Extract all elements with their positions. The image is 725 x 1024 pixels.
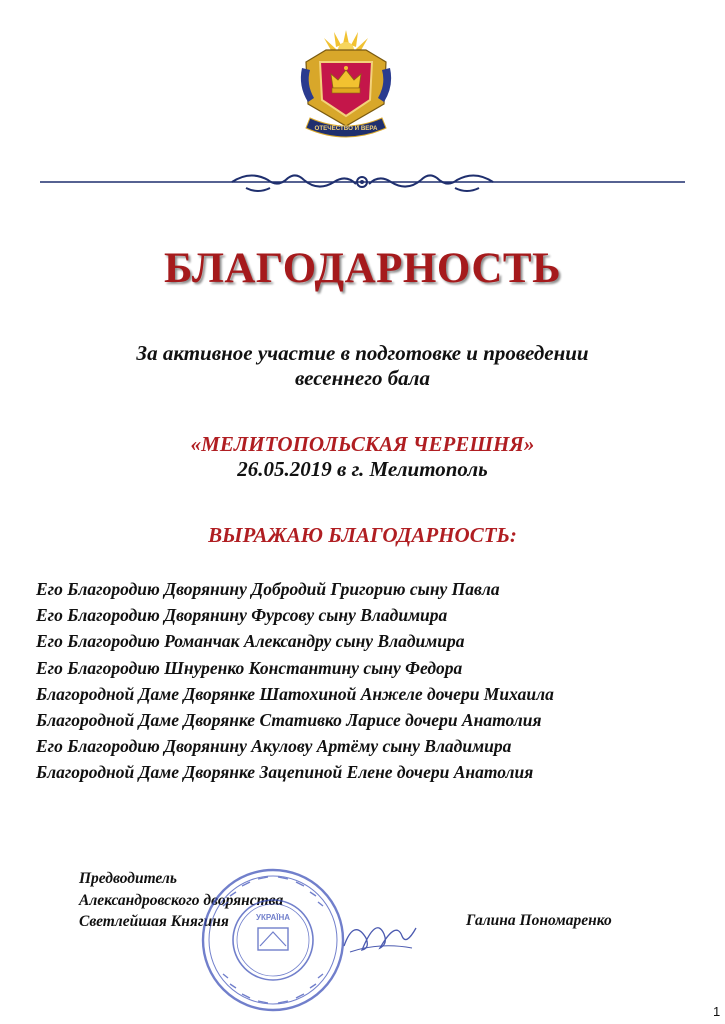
intro-line-1: За активное участие в подготовке и проведении <box>136 341 589 365</box>
signer-position: Предводитель <box>79 870 177 887</box>
list-item: Его Благородию Дворянину Фурсову сыну Владимира <box>36 605 448 626</box>
handwritten-signature <box>340 908 420 960</box>
intro-line-2: весеннего бала <box>295 366 430 390</box>
list-item: Его Благородию Дворянину Акулову Артёму сыну Владимира <box>36 736 512 757</box>
event-date-place: 26.05.2019 в г. Мелитополь <box>237 457 488 481</box>
ornamental-divider <box>0 168 725 198</box>
list-item: Его Благородию Романчак Александру сыну Владимира <box>36 631 465 652</box>
emblem-motto: ОТЕЧЕСТВО И ВЕРА <box>314 125 378 132</box>
page-number: 1 <box>713 1004 721 1019</box>
list-item: Благородной Даме Дворянке Зацепиной Елене дочери Анатолия <box>36 762 534 783</box>
list-item: Его Благородию Шнуренко Константину сыну Федора <box>36 657 463 678</box>
signer-organization: Александровского дворянства <box>79 891 284 909</box>
honorees-list <box>36 576 716 786</box>
event-name: «МЕЛИТОПОЛЬСКАЯ ЧЕРЕШНЯ» <box>190 432 535 456</box>
thanks-heading: ВЫРАЖАЮ БЛАГОДАРНОСТЬ: <box>208 523 517 547</box>
list-item: Благородной Даме Дворянке Шатохиной Анжеле дочери Михаила <box>36 683 554 704</box>
seal-center-text: УКРАЇНА <box>255 913 291 922</box>
list-item: Благородной Даме Дворянке Стативко Ларисе дочери Анатолия <box>36 710 542 731</box>
signer-title: Светлейшая Княгиня <box>79 913 229 930</box>
official-seal-stamp <box>198 866 348 1014</box>
coat-of-arms-emblem <box>296 22 396 148</box>
page-title: БЛАГОДАРНОСТЬ <box>163 245 562 292</box>
list-item: Его Благородию Дворянину Добродий Григорию сыну Павла <box>36 579 500 599</box>
signer-name: Галина Пономаренко <box>466 912 612 929</box>
